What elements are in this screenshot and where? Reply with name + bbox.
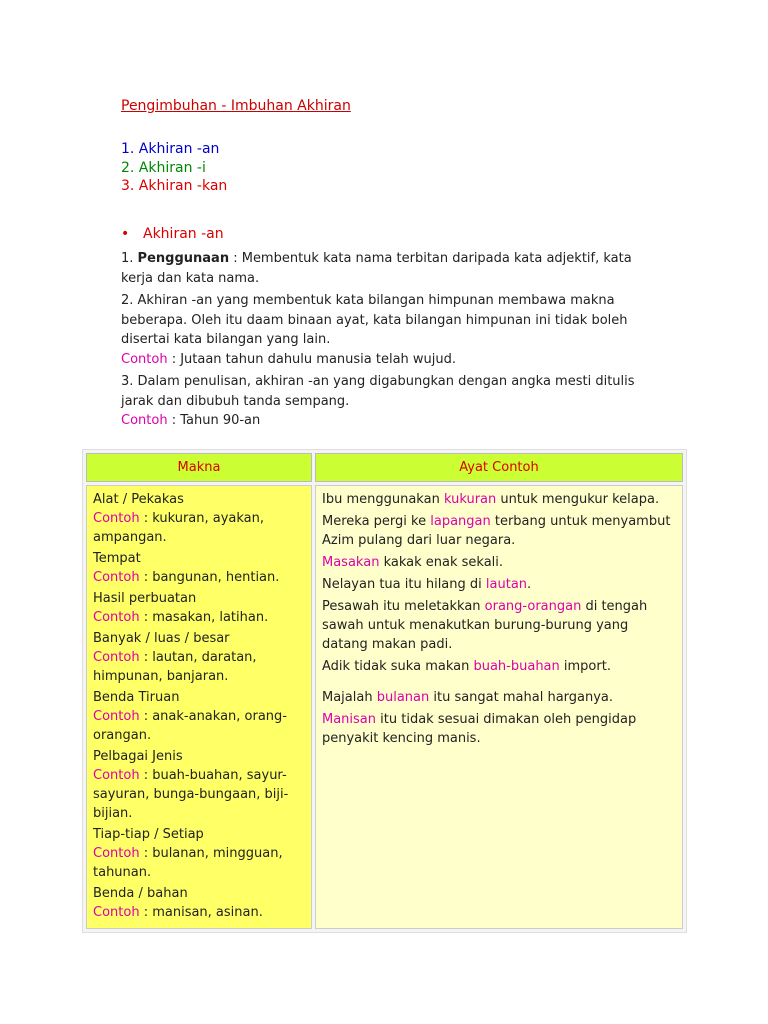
- section-heading: [121, 226, 224, 242]
- makna-meaning: Tempat: [93, 551, 141, 566]
- contoh-label: Contoh: [93, 570, 140, 585]
- makna-item: [93, 490, 305, 547]
- sentence-text: itu tidak sesuai dimakan oleh pengidap penyakit kencing manis.: [322, 712, 637, 746]
- paragraph-3-text: 3. Dalam penulisan, akhiran -an yang digabungkan dengan angka mesti ditulis jarak dan dibubuh tanda sempang.: [121, 374, 635, 409]
- makna-meaning: Pelbagai Jenis: [93, 749, 183, 764]
- highlighted-word: kukuran: [443, 492, 497, 507]
- makna-meaning: Alat / Pekakas: [93, 492, 184, 507]
- makna-examples: : bulanan, mingguan, tahunan.: [93, 846, 283, 880]
- ayat-sentence: [322, 710, 676, 748]
- makna-examples: : masakan, latihan.: [139, 610, 269, 625]
- ayat-sentence: [322, 553, 676, 572]
- sentence-text: di tengah sawah untuk menakutkan burung-burung yang datang makan padi.: [322, 599, 648, 652]
- sentence-text: untuk mengukur kelapa.: [496, 492, 660, 507]
- contoh-label: Contoh: [93, 610, 140, 625]
- sentence-text: Pesawah itu meletakkan: [322, 599, 485, 614]
- contoh-label: Contoh: [93, 709, 140, 724]
- toc-link-akhiran-kan[interactable]: 3. Akhiran -kan: [121, 178, 228, 194]
- contoh-label: Contoh: [93, 650, 140, 665]
- makna-examples: : buah-buahan, sayur-sayuran, bunga-bungaan, biji-bijian.: [93, 768, 289, 821]
- highlighted-word: orang-orangan: [484, 599, 582, 614]
- ayat-sentence: [322, 657, 676, 676]
- contoh-label: Contoh: [93, 768, 140, 783]
- highlighted-word: buah-buahan: [473, 659, 560, 674]
- highlighted-word: lautan: [485, 577, 528, 592]
- paragraph-2: [121, 291, 651, 369]
- sentence-text: Majalah: [322, 690, 377, 705]
- paragraph-3-example: : Tahun 90-an: [167, 413, 261, 428]
- makna-cell: [86, 485, 312, 929]
- makna-meaning: Hasil perbuatan: [93, 591, 197, 606]
- paragraph-3: [121, 372, 651, 431]
- contoh-label: Contoh: [121, 413, 168, 428]
- makna-examples: : bangunan, hentian.: [139, 570, 280, 585]
- section-body: [121, 249, 651, 434]
- makna-item: [93, 629, 305, 686]
- highlighted-word: Masakan: [322, 555, 380, 570]
- table-of-contents: [121, 140, 227, 196]
- makna-meaning: Banyak / luas / besar: [93, 631, 230, 646]
- makna-item: [93, 747, 305, 823]
- ayat-sentence: [322, 512, 676, 550]
- sentence-text: import.: [559, 659, 611, 674]
- makna-meaning: Benda Tiruan: [93, 690, 180, 705]
- paragraph-1-number: 1.: [121, 251, 134, 266]
- makna-meaning: Tiap-tiap / Setiap: [93, 827, 204, 842]
- paragraph-2-text: 2. Akhiran -an yang membentuk kata bilangan himpunan membawa makna beberapa. Oleh itu daam binaan ayat, kata bilangan himpunan ini tidak boleh disertai kata bilangan yang lain.: [121, 293, 628, 347]
- ayat-sentence: [322, 575, 676, 594]
- sentence-text: Nelayan tua itu hilang di: [322, 577, 486, 592]
- sentence-text: Ibu menggunakan: [322, 492, 444, 507]
- makna-item: [93, 688, 305, 745]
- ayat-contoh-cell: [315, 485, 683, 929]
- contoh-label: Contoh: [93, 511, 140, 526]
- toc-link-akhiran-an[interactable]: 1. Akhiran -an: [121, 141, 220, 157]
- makna-examples: : kukuran, ayakan, ampangan.: [93, 511, 265, 545]
- ayat-sentence: [322, 490, 676, 509]
- section-heading-text: Akhiran -an: [143, 226, 224, 242]
- makna-examples: : lautan, daratan, himpunan, banjaran.: [93, 650, 257, 684]
- makna-item: [93, 884, 305, 922]
- contoh-label: Contoh: [93, 905, 140, 920]
- sentence-text: terbang untuk menyambut Azim pulang dari luar negara.: [322, 514, 671, 548]
- highlighted-word: lapangan: [430, 514, 491, 529]
- bullet-icon: •: [121, 226, 130, 242]
- paragraph-1-text: : Membentuk kata nama terbitan daripada kata adjektif, kata kerja dan kata nama.: [121, 251, 632, 286]
- page-title-link[interactable]: Pengimbuhan - Imbuhan Akhiran: [121, 98, 351, 114]
- example-table: [82, 449, 687, 933]
- makna-examples: : anak-anakan, orang-orangan.: [93, 709, 287, 743]
- highlighted-word: Manisan: [322, 712, 377, 727]
- table-header-row: [86, 453, 683, 482]
- paragraph-1-bold: Penggunaan: [137, 251, 230, 266]
- header-makna: Makna: [86, 453, 312, 482]
- makna-item: [93, 589, 305, 627]
- table-row: [86, 485, 683, 929]
- ayat-sentence: [322, 688, 676, 707]
- makna-item: [93, 549, 305, 587]
- highlighted-word: bulanan: [376, 690, 430, 705]
- makna-item: [93, 825, 305, 882]
- sentence-text: Adik tidak suka makan: [322, 659, 474, 674]
- paragraph-1: [121, 249, 651, 288]
- toc-link-akhiran-i[interactable]: 2. Akhiran -i: [121, 159, 206, 176]
- contoh-label: Contoh: [121, 351, 168, 367]
- makna-meaning: Benda / bahan: [93, 886, 188, 901]
- sentence-text: kakak enak sekali.: [379, 555, 504, 570]
- paragraph-2-example: : Jutaan tahun dahulu manusia telah wujud.: [167, 351, 457, 367]
- contoh-label: Contoh: [93, 846, 140, 861]
- sentence-text: .: [527, 577, 532, 592]
- header-ayat-contoh: Ayat Contoh: [315, 453, 683, 482]
- sentence-text: Mereka pergi ke: [322, 514, 431, 529]
- makna-examples: : manisan, asinan.: [139, 905, 263, 920]
- sentence-text: itu sangat mahal harganya.: [429, 690, 614, 705]
- ayat-sentence: [322, 597, 676, 654]
